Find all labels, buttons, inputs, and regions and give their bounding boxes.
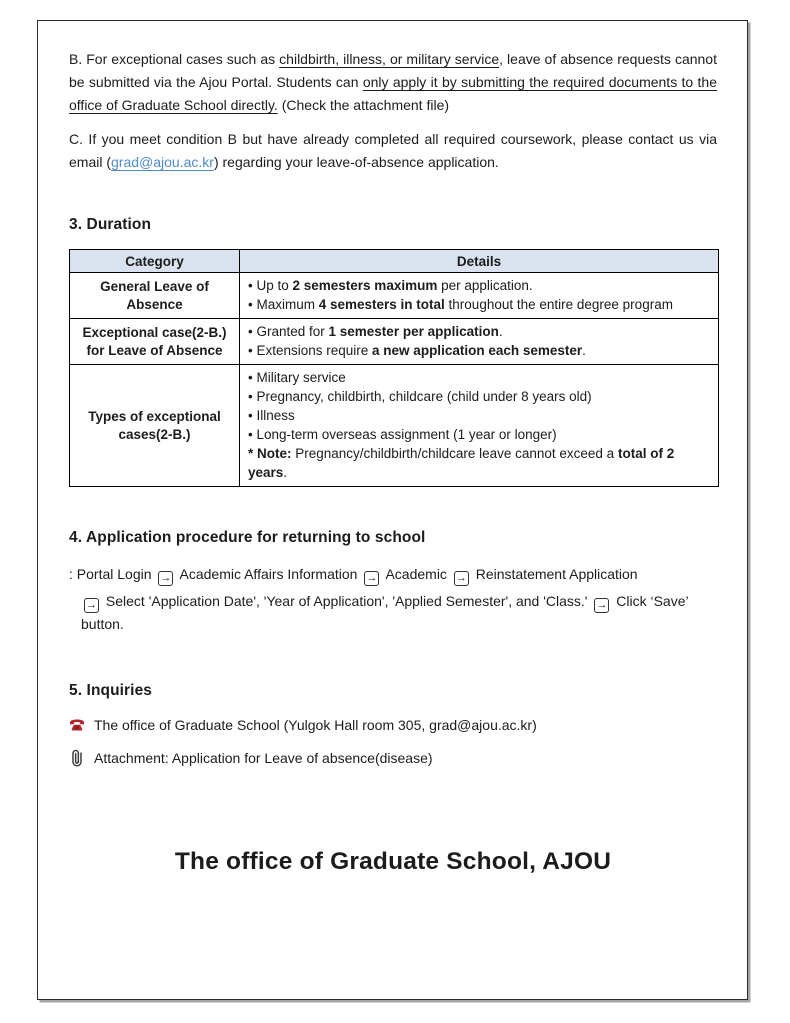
detail-line-note xyxy=(248,444,710,482)
detail-line xyxy=(248,406,710,425)
category-cell: General Leave of Absence xyxy=(70,273,240,319)
section-3-duration-heading: 3. Duration xyxy=(69,216,152,233)
text-run: • Extensions require xyxy=(248,343,373,358)
detail-line xyxy=(248,368,710,387)
text-run: (Check the attachment file) xyxy=(277,97,450,113)
text-run: only apply it by submitting the required documents to the office of Graduate School directly. xyxy=(69,74,717,113)
detail-line xyxy=(248,295,710,314)
text-run: • Military service xyxy=(248,370,346,385)
text-run: • Illness xyxy=(248,408,295,423)
procedure-line-2 xyxy=(69,590,717,636)
details-cell xyxy=(240,319,719,365)
detail-line xyxy=(248,322,710,341)
inquiry-attachment-text: Attachment: Application for Leave of absence(disease) xyxy=(94,750,433,766)
text-run: * Note: xyxy=(248,446,292,461)
text-run: • Granted for xyxy=(248,324,329,339)
footer-office-title: The office of Graduate School, AJOU xyxy=(174,848,612,875)
section-5-inquiries-heading: 5. Inquiries xyxy=(69,682,153,699)
arrow-right-icon: → xyxy=(366,572,378,584)
text-run: : Portal Login xyxy=(69,566,156,582)
column-header-category: Category xyxy=(70,250,240,273)
text-run: Pregnancy/childbirth/childcare leave cannot exceed a xyxy=(291,446,618,461)
text-run: Academic xyxy=(382,566,451,582)
text-run: B. For exceptional cases such as xyxy=(69,51,280,67)
paperclip-icon xyxy=(69,750,85,766)
procedure-steps xyxy=(69,563,717,636)
text-run: 2 semesters maximum xyxy=(292,278,438,293)
text-run: • Pregnancy, childbirth, childcare (child under 8 years old) xyxy=(248,389,592,404)
text-run: throughout the entire degree program xyxy=(444,297,673,312)
duration-table xyxy=(69,249,719,487)
arrow-right-icon: → xyxy=(455,572,467,584)
text-run: Click ‘Save’ button. xyxy=(81,593,689,632)
table-row-exceptional-case xyxy=(70,319,719,365)
paragraph-c xyxy=(69,128,717,174)
detail-line xyxy=(248,276,710,295)
category-cell: Exceptional case(2-B.) for Leave of Absence xyxy=(70,319,240,365)
text-run: Select 'Application Date', 'Year of Application', 'Applied Semester', and 'Class.' xyxy=(102,593,592,609)
detail-line xyxy=(248,341,710,360)
procedure-line-1 xyxy=(69,563,717,586)
details-cell xyxy=(240,365,719,487)
text-run: per application. xyxy=(437,278,533,293)
text-run: . xyxy=(582,343,586,358)
text-run: 4 semesters in total xyxy=(318,297,445,312)
text-run: • Maximum xyxy=(248,297,319,312)
section-4-application-procedure-heading: 4. Application procedure for returning to school xyxy=(69,529,426,546)
arrow-right-icon: → xyxy=(596,599,608,611)
arrow-right-icon: → xyxy=(160,572,172,584)
text-run: . xyxy=(498,324,503,339)
text-run: ) regarding your leave-of-absence application. xyxy=(213,154,499,170)
text-run: C. If you meet condition B but have already completed all required coursework, please contact us via email ( xyxy=(69,131,717,170)
detail-line xyxy=(248,425,710,444)
table-header-row xyxy=(70,250,719,273)
text-run: childbirth, illness, or military service xyxy=(279,51,500,67)
text-run: total of 2 years xyxy=(248,446,675,480)
arrow-right-icon: → xyxy=(86,599,97,611)
text-run: 1 semester per application xyxy=(328,324,499,339)
text-run: • Long-term overseas assignment (1 year or longer) xyxy=(248,427,557,442)
paragraph-b xyxy=(69,48,717,117)
inquiry-phone-text: The office of Graduate School (Yulgok Hall room 305, grad@ajou.ac.kr) xyxy=(94,717,537,733)
text-run: a new application each semester xyxy=(372,343,583,358)
text-run: , leave of absence requests cannot be submitted via the Ajou Portal. Students can xyxy=(69,51,717,90)
table-row-general-leave xyxy=(70,273,719,319)
details-cell xyxy=(240,273,719,319)
category-cell: Types of exceptional cases(2-B.) xyxy=(70,365,240,487)
inquiry-attachment-line xyxy=(69,750,717,766)
telephone-icon xyxy=(69,717,85,733)
table-row-types-of-exceptional-cases xyxy=(70,365,719,487)
detail-line xyxy=(248,387,710,406)
column-header-details: Details xyxy=(240,250,719,273)
email-link[interactable]: grad@ajou.ac.kr xyxy=(111,154,214,170)
text-run: Reinstatement Application xyxy=(471,566,638,582)
text-run: . xyxy=(283,465,288,480)
inquiry-phone-line xyxy=(69,717,717,733)
text-run: • Up to xyxy=(248,278,293,293)
document-page xyxy=(37,20,748,1000)
text-run: Academic Affairs Information xyxy=(176,566,362,582)
